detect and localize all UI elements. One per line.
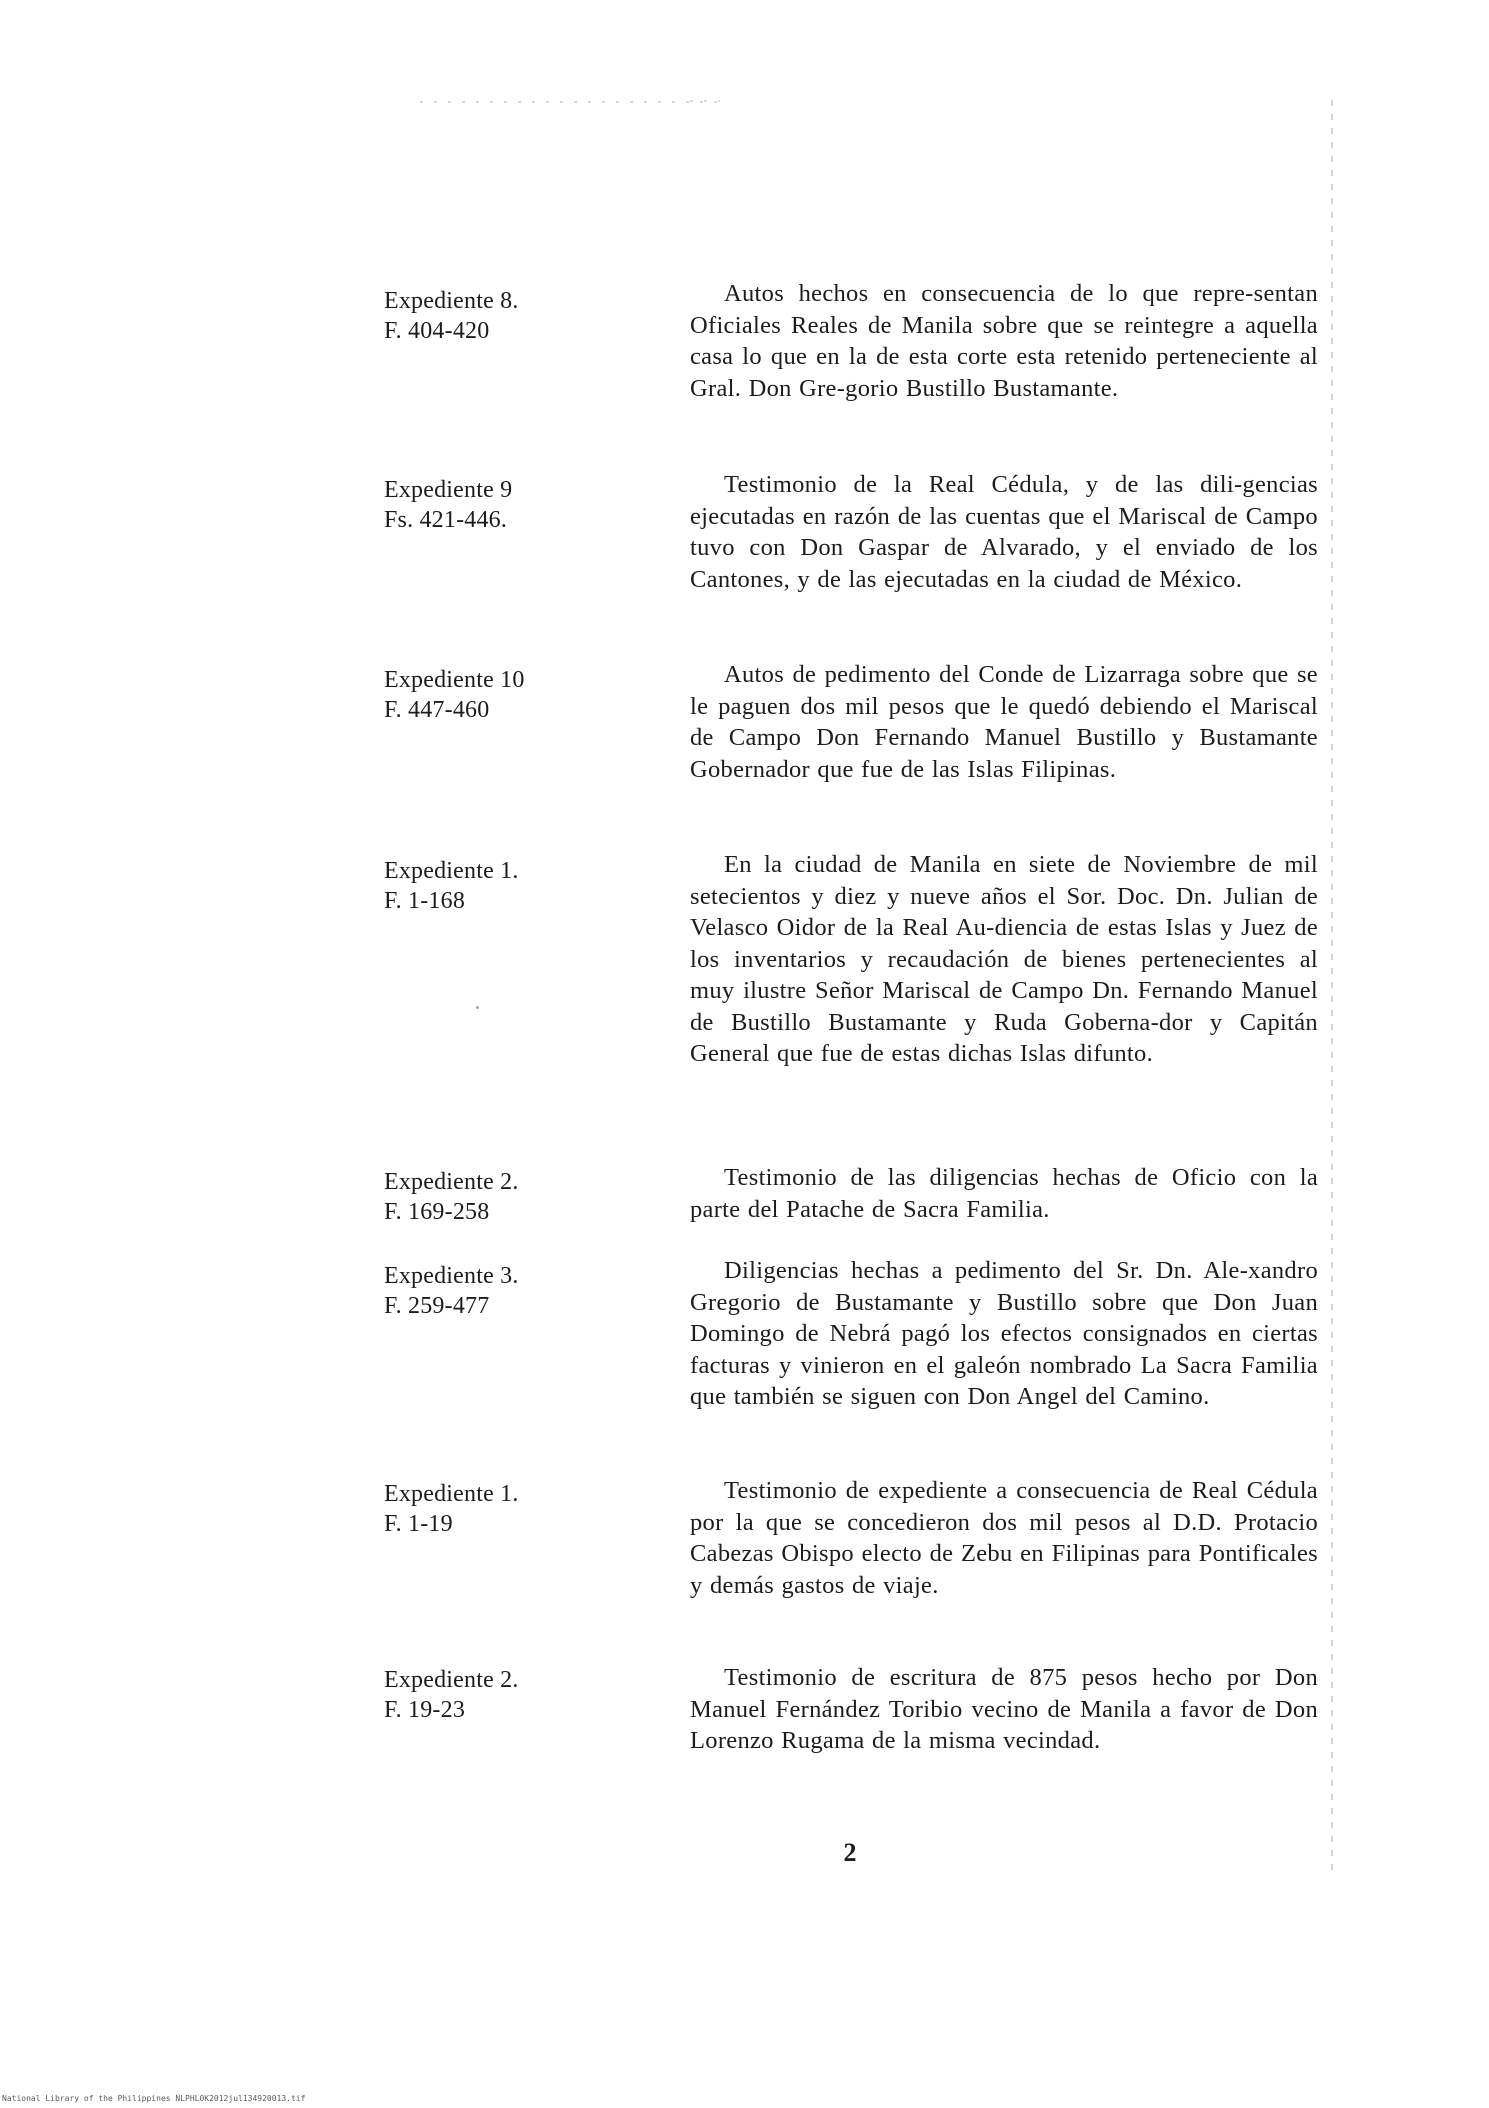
folio-range: F. 447-460: [384, 697, 490, 723]
expediente-number: Expediente 8.: [384, 288, 519, 314]
scan-noise-mark: [420, 101, 720, 103]
expediente-number: Expediente 3.: [384, 1263, 519, 1289]
folio-range: F. 404-420: [384, 318, 490, 344]
entry-description: Testimonio de expediente a consecuencia de Real Cédula por la que se concedieron dos mil pesos al D.D. Protacio Cabezas Obispo electo de Zebu en Filipinas para Pontificales y demás gastos de viaje.: [690, 1477, 1318, 1599]
folio-range: F. 19-23: [384, 1697, 466, 1723]
entry-label: [384, 1261, 614, 1321]
page-number: 2: [843, 1838, 857, 1867]
entry-label: [384, 286, 614, 346]
folio-range: F. 1-19: [384, 1511, 453, 1537]
entry-description: Testimonio de la Real Cédula, y de las dili-gencias ejecutadas en razón de las cuentas que el Mariscal de Campo tuvo con Don Gaspar de Alvarado, y el enviado de los Cantones, y de las ejecutadas en la ciudad de México.: [690, 471, 1318, 593]
expediente-number: Expediente 2.: [384, 1169, 519, 1195]
entry-label: [384, 665, 614, 725]
scan-noise-mark: [690, 100, 720, 102]
entry-description: Diligencias hechas a pedimento del Sr. Dn. Ale-xandro Gregorio de Bustamante y Bustillo sobre que Don Juan Domingo de Nebrá pagó los efectos consignados en ciertas facturas y vinieron en el galeón nombrado La Sacra Familia que también se siguen con Don Angel del Camino.: [690, 1257, 1318, 1410]
binding-edge-line: [1331, 100, 1333, 1870]
expediente-number: Expediente 9: [384, 477, 513, 503]
entry-description: Autos hechos en consecuencia de lo que repre-sentan Oficiales Reales de Manila sobre que se reintegre a aquella casa lo que en la de esta corte esta retenido perteneciente al Gral. Don Gre-gorio Bustillo Bustamante.: [690, 280, 1318, 402]
folio-range: F. 1-168: [384, 888, 466, 914]
entry-description: Autos de pedimento del Conde de Lizarraga sobre que se le paguen dos mil pesos que le quedó debiendo el Mariscal de Campo Don Fernando Manuel Bustillo y Bustamante Gobernador que fue de las Islas Filipinas.: [690, 661, 1318, 783]
expediente-number: Expediente 1.: [384, 1481, 519, 1507]
entry-description: En la ciudad de Manila en siete de Noviembre de mil setecientos y diez y nueve años el Sor. Doc. Dn. Julian de Velasco Oidor de la Real Au-diencia de estas Islas y Juez de los inventarios y recaudación de bienes pertenecientes al muy ilustre Señor Mariscal de Campo Dn. Fernando Manuel de Bustillo Bustamante y Ruda Goberna-dor y Capitán General que fue de estas dichas Islas difunto.: [690, 851, 1318, 1067]
entry-description: Testimonio de escritura de 875 pesos hecho por Don Manuel Fernández Toribio vecino de Manila a favor de Don Lorenzo Rugama de la misma vecindad.: [690, 1664, 1318, 1754]
folio-range: F. 169-258: [384, 1199, 490, 1225]
entry-label: [384, 1479, 614, 1539]
expediente-number: Expediente 10: [384, 667, 525, 693]
expediente-number: Expediente 1.: [384, 858, 519, 884]
entry-label: [384, 1665, 614, 1725]
folio-range: F. 259-477: [384, 1293, 490, 1319]
scan-speck: [476, 1006, 479, 1009]
entry-label: [384, 1167, 614, 1227]
entry-description: Testimonio de las diligencias hechas de Oficio con la parte del Patache de Sacra Familia.: [690, 1164, 1318, 1223]
scan-footer-stamp: National Library of the Philippines NLPHL0K2012jul134920013.tif: [2, 2094, 306, 2103]
entry-label: [384, 475, 614, 535]
entry-label: [384, 856, 614, 916]
expediente-number: Expediente 2.: [384, 1667, 519, 1693]
folio-range: Fs. 421-446.: [384, 507, 508, 533]
